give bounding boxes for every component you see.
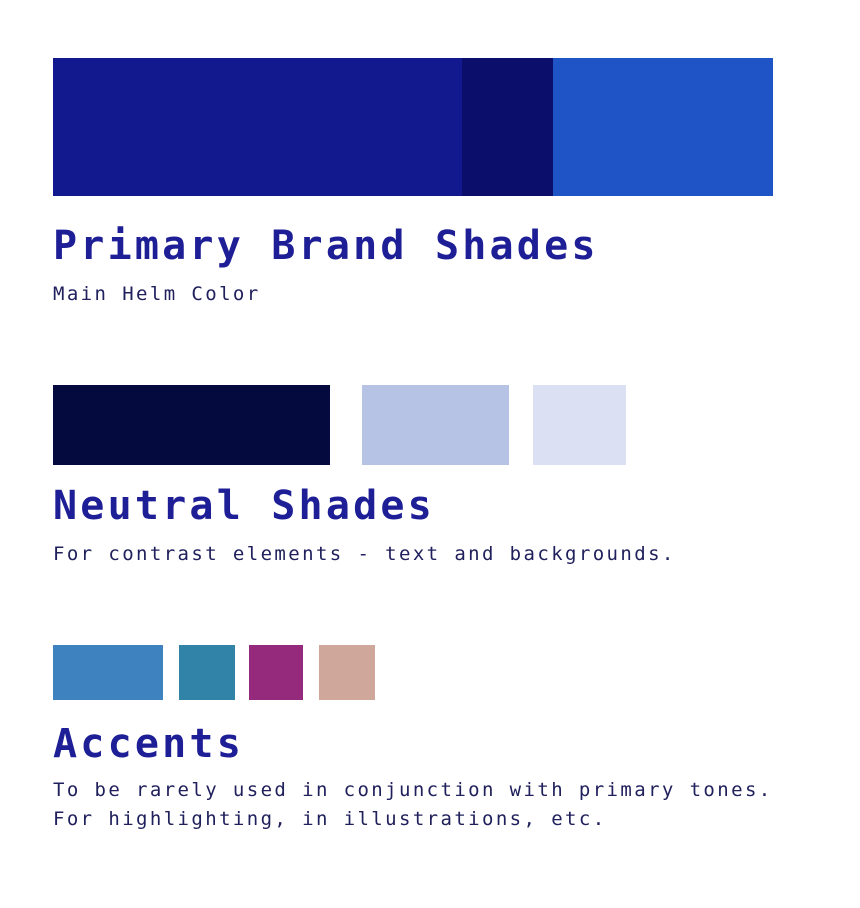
swatch-neutral-midnight-navy [53,385,330,465]
neutral-section-subtitle: For contrast elements - text and backgrounds. [53,543,676,565]
accent-swatch-row [0,645,860,700]
neutral-section-title: Neutral Shades [53,483,435,529]
swatch-accent-steel-blue [53,645,163,700]
accents-description-line-1: To be rarely used in conjunction with primary tones. [53,779,773,801]
swatch-neutral-pale-lavender [533,385,626,465]
swatch-primary-dark-navy [462,58,553,196]
accents-description-line-2: For highlighting, in illustrations, etc. [53,808,607,830]
accents-section-title: Accents [53,721,244,767]
swatch-accent-magenta [249,645,303,700]
swatch-primary-bright-blue [553,58,773,196]
swatch-accent-teal [179,645,235,700]
swatch-accent-dusty-rose [319,645,375,700]
primary-section-title: Primary Brand Shades [53,223,599,269]
accents-section-description [53,776,773,834]
primary-section-subtitle: Main Helm Color [53,283,261,305]
swatch-primary-deep-blue [53,58,462,196]
swatch-neutral-periwinkle [362,385,509,465]
primary-color-bar [53,58,773,196]
neutral-swatch-row [0,385,860,465]
